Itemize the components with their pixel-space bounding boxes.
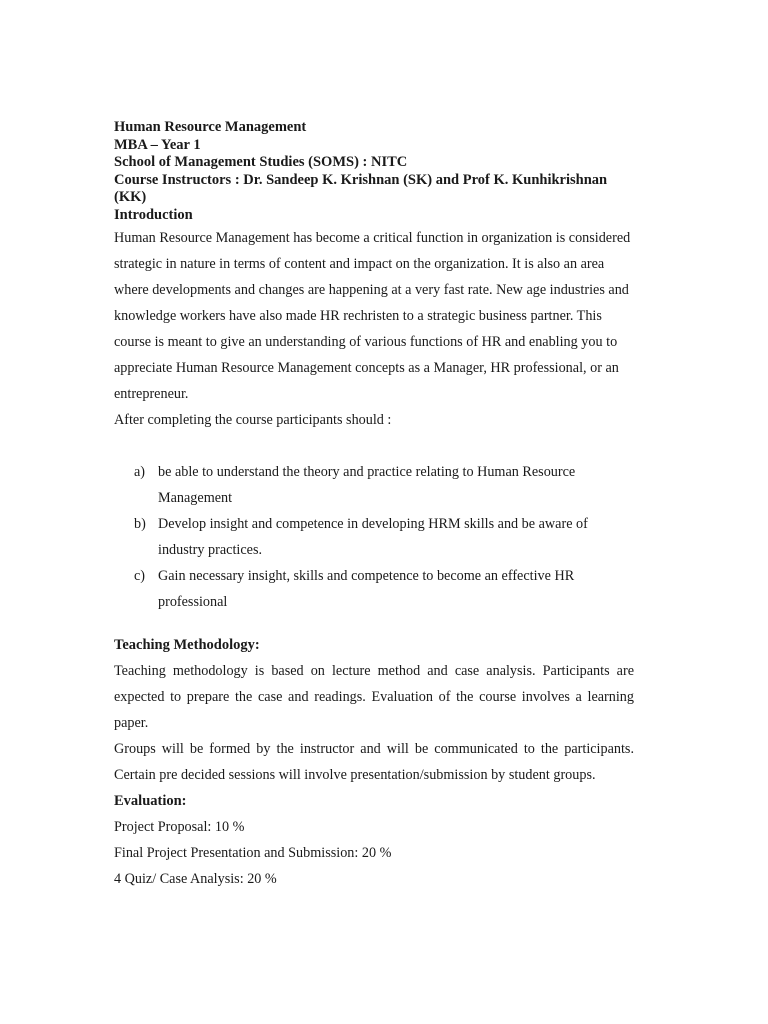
list-item-text: Gain necessary insight, skills and competence to become an effective HR professional: [158, 568, 575, 610]
list-marker: a): [134, 464, 146, 480]
list-item-text: Develop insight and competence in developing HRM skills and be aware of industry practices.: [158, 516, 588, 558]
program-line: MBA – Year 1: [114, 136, 201, 153]
groups-paragraph: Groups will be formed by the instructor and will be communicated to the participants. Certain pre decided sessions will involve presentation/submission by student groups.: [114, 741, 634, 783]
teaching-methodology-heading: Teaching Methodology:: [114, 637, 260, 653]
list-item: [114, 459, 634, 511]
document-page: [114, 119, 634, 892]
list-item: [114, 563, 634, 615]
list-item: [114, 511, 634, 563]
evaluation-item: Project Proposal: 10 %: [114, 819, 245, 835]
list-marker: c): [134, 568, 146, 584]
introduction-heading: Introduction: [114, 206, 193, 223]
teaching-paragraph: Teaching methodology is based on lecture method and case analysis. Participants are expected to prepare the case and readings. Evaluation of the course involves a learning paper.: [114, 663, 634, 731]
list-item-text: be able to understand the theory and practice relating to Human Resource Management: [158, 464, 576, 506]
introduction-paragraph: Human Resource Management has become a critical function in organization is considered strategic in nature in terms of content and impact on the organization. It is also an area where developments and changes are happening at a very fast rate. New age industries and knowledge workers have also made HR rechristen to a strategic business partner. This course is meant to give an understanding of various functions of HR and enabling you to appreciate Human Resource Management concepts as a Manager, HR professional, or an entrepreneur.: [114, 230, 631, 402]
list-marker: b): [134, 516, 146, 532]
evaluation-item: Final Project Presentation and Submission: 20 %: [114, 845, 392, 861]
outcomes-list: [114, 459, 634, 615]
course-title: Human Resource Management: [114, 119, 307, 135]
instructors-line: Course Instructors : Dr. Sandeep K. Krishnan (SK) and Prof K. Kunhikrishnan: [114, 171, 608, 188]
evaluation-item: 4 Quiz/ Case Analysis: 20 %: [114, 871, 277, 887]
instructors-line-continued: (KK): [114, 189, 147, 205]
school-line: School of Management Studies (SOMS) : NITC: [114, 154, 408, 170]
evaluation-heading: Evaluation:: [114, 793, 187, 809]
outcomes-lead: After completing the course participants should :: [114, 412, 392, 428]
